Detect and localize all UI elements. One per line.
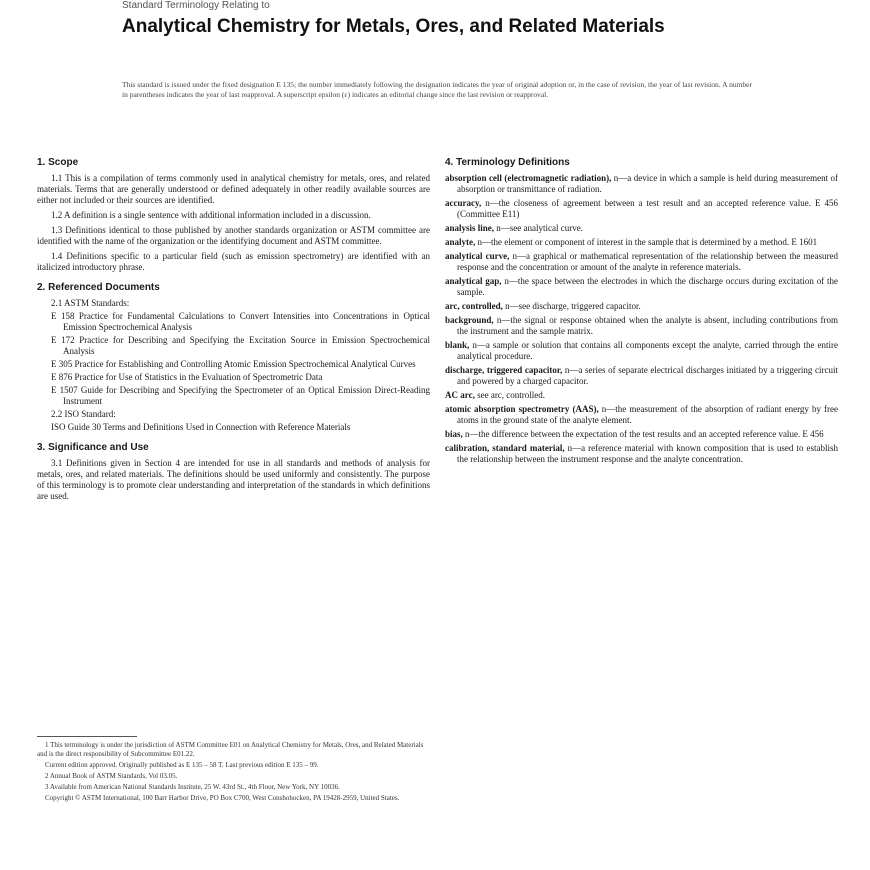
term-name: discharge, triggered capacitor,	[445, 365, 563, 375]
term-name: analytical curve,	[445, 251, 510, 261]
term-definition: n—a sample or solution that contains all components except the analyte, carried through the entire analytical procedure.	[457, 340, 839, 361]
significance-paragraph: 3.1 Definitions given in Section 4 are intended for use in all standards and methods of analysis for metals, ores, and related materials. The definitions should be used uniformly and consistently. The purpose of this terminology is to promote clear understanding and interpretation of the standards in which definitions are used.	[37, 458, 430, 501]
term-name: arc, controlled,	[445, 301, 503, 311]
footnotes	[37, 736, 430, 805]
document-title: Analytical Chemistry for Metals, Ores, and Related Materials	[122, 16, 665, 37]
term-definition: n—the space between the electrodes in which the discharge occurs during excitation of the sample.	[457, 276, 839, 297]
term-list	[445, 173, 838, 465]
reference-item: E 172 Practice for Describing and Specifying the Excitation Source in Emission Spectrochemical Analysis	[51, 335, 430, 356]
reference-item: ISO Guide 30 Terms and Definitions Used in Connection with Reference Materials	[51, 422, 351, 432]
term-name: atomic absorption spectrometry (AAS),	[445, 404, 599, 414]
term-name: blank,	[445, 340, 470, 350]
term-definition: n—the difference between the expectation of the test results and an accepted reference value. E 456	[465, 429, 824, 439]
term-entry	[445, 276, 838, 298]
term-definition: n—the element or component of interest in the sample that is determined by a method. E 1601	[477, 237, 818, 247]
term-name: background,	[445, 315, 494, 325]
term-name: calibration, standard material,	[445, 443, 565, 453]
term-entry	[445, 390, 838, 401]
term-definition: n—the closeness of agreement between a test result and an accepted reference value. E 456 (Committee E11)	[457, 198, 838, 219]
term-entry	[445, 251, 838, 273]
term-definition: n—see analytical curve.	[496, 223, 583, 233]
scope-paragraph: 1.1 This is a compilation of terms commonly used in analytical chemistry for metals, ores, and related materials. Terms that are generally understood or defined adequately in other readily available sources are either not included or their sources are identified.	[37, 173, 430, 205]
right-column	[445, 148, 838, 468]
term-definition: n—a graphical or mathematical representation of the relationship between the measured response and the concentration or amount of the analyte in reference materials.	[457, 251, 839, 272]
footnote: Current edition approved. Originally published as E 135 – 58 T. Last previous edition E 135 – 99.	[45, 761, 319, 769]
footnote: 1 This terminology is under the jurisdiction of ASTM Committee E01 on Analytical Chemistry for Metals, Ores, and Related Materials and is the direct responsibility of Subcommittee E01.22.	[37, 741, 424, 758]
reference-item: E 158 Practice for Fundamental Calculations to Convert Intensities into Concentrations in Optical Emission Spectrochemical Analysis	[51, 311, 430, 332]
term-definition: n—the measurement of the absorption of radiant energy by free atoms in the ground state of the analyte element.	[457, 404, 838, 425]
term-definition: n—the signal or response obtained when the analyte is absent, including contributions from the instrument and the sample matrix.	[457, 315, 839, 336]
reference-item: E 305 Practice for Establishing and Controlling Atomic Emission Spectrochemical Analytical Curves	[51, 359, 416, 369]
term-name: bias,	[445, 429, 463, 439]
term-name: absorption cell (electromagnetic radiation),	[445, 173, 612, 183]
section-heading-scope: 1. Scope	[37, 157, 79, 168]
term-definition: n—a series of separate electrical discharges initiated by a triggering circuit and powered by a charged capacitor.	[457, 365, 838, 386]
term-entry	[445, 404, 838, 426]
term-name: accuracy,	[445, 198, 482, 208]
scope-paragraph: 1.2 A definition is a single sentence with additional information included in a discussion.	[51, 210, 371, 220]
section-heading-referenced-documents: 2. Referenced Documents	[37, 282, 160, 293]
term-name: AC arc,	[445, 390, 475, 400]
term-entry	[445, 173, 838, 195]
term-definition: see arc, controlled.	[477, 390, 546, 400]
term-entry	[445, 443, 838, 465]
footnote: Copyright © ASTM International, 100 Barr Harbor Drive, PO Box C700, West Conshohocken, PA 19428-2959, United States.	[45, 794, 400, 802]
reference-item: 2.2 ISO Standard:	[51, 409, 116, 419]
term-entry	[445, 223, 838, 234]
term-name: analytical gap,	[445, 276, 502, 286]
term-definition: n—see discharge, triggered capacitor.	[505, 301, 641, 311]
title-block	[122, 0, 762, 38]
term-entry	[445, 429, 838, 440]
term-entry	[445, 315, 838, 337]
section-heading-terminology: 4. Terminology Definitions	[445, 157, 570, 168]
reference-item: E 1507 Guide for Describing and Specifying the Spectrometer of an Optical Emission Direct-Reading Instrument	[51, 385, 430, 406]
term-entry	[445, 340, 838, 362]
scope-paragraph: 1.3 Definitions identical to those published by another standards organization or ASTM committee are identified with the name of the organization or the identifying document and ASTM committee.	[37, 225, 430, 246]
term-definition: n—a reference material with known composition that is used to establish the relationship between the instrument response and the analyte concentration.	[457, 443, 839, 464]
footnote: 2 Annual Book of ASTM Standards, Vol 03.05.	[45, 772, 178, 780]
footnote: 3 Available from American National Standards Institute, 25 W. 43rd St., 4th Floor, New York, NY 10036.	[45, 783, 340, 791]
term-entry	[445, 237, 838, 248]
term-definition: n—a device in which a sample is held during measurement of absorption or transmittance of radiation.	[457, 173, 839, 194]
title-prefix: Standard Terminology Relating to	[122, 0, 270, 11]
term-entry	[445, 365, 838, 387]
term-entry	[445, 301, 838, 312]
left-column	[37, 148, 430, 506]
term-entry	[445, 198, 838, 220]
scope-paragraph: 1.4 Definitions specific to a particular field (such as emission spectrometry) are identified with an italicized introductory phrase.	[37, 251, 430, 272]
term-name: analyte,	[445, 237, 476, 247]
footnote-divider	[37, 736, 137, 737]
term-name: analysis line,	[445, 223, 495, 233]
reference-item: 2.1 ASTM Standards:	[51, 298, 130, 308]
reference-item: E 876 Practice for Use of Statistics in the Evaluation of Spectrometric Data	[51, 372, 323, 382]
section-heading-significance: 3. Significance and Use	[37, 442, 149, 453]
reference-list	[37, 298, 430, 433]
issuance-note: This standard is issued under the fixed designation E 135; the number immediately following the designation indicates the year of original adoption or, in the case of revision, the year of last revision. A number in parentheses indicates the year of last reapproval. A superscript epsilon (ε) indicates an editorial change since the last revision or reapproval.	[122, 80, 752, 99]
